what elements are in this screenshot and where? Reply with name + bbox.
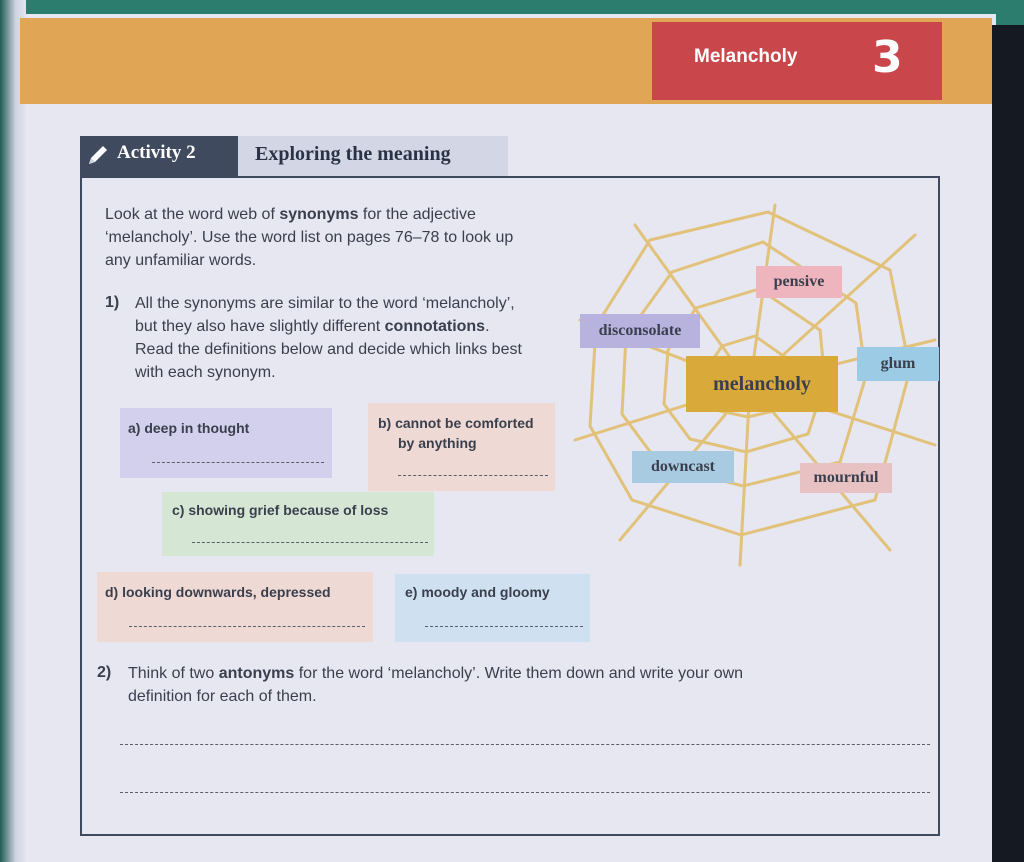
pencil-icon (86, 143, 110, 167)
definition-box-d (97, 572, 373, 642)
q1-text (135, 292, 522, 384)
q1-line-4: with each synonym. (135, 364, 276, 381)
activity-label: Activity 2 (117, 142, 196, 163)
answer-line-b[interactable] (398, 475, 548, 476)
q2-text (128, 662, 743, 708)
q1-line-1: All the synonyms are similar to the word ‘melancholy’, (135, 295, 515, 312)
answer-line-d[interactable] (129, 626, 365, 627)
definition-box-b (368, 403, 555, 491)
intro-line-3: any unfamiliar words. (105, 252, 257, 269)
synonym-glum: glum (857, 347, 939, 381)
definition-a-text: a) deep in thought (128, 420, 250, 436)
intro-line-1: Look at the word web of synonyms for the adjective (105, 206, 476, 223)
q2-line-1: Think of two antonyms for the word ‘melancholy’. Write them down and write your own (128, 665, 744, 682)
center-word-melancholy: melancholy (686, 356, 838, 412)
chapter-number: 3 (872, 32, 903, 83)
definition-c-text: c) showing grief because of loss (172, 502, 389, 518)
q1-line-2: but they also have slightly different connotations. (135, 318, 490, 335)
page-spine-edge (0, 0, 26, 862)
answer-line-a[interactable] (152, 462, 324, 463)
answer-line-c[interactable] (192, 542, 428, 543)
answer-line-e[interactable] (425, 626, 583, 627)
definition-d-text: d) looking downwards, depressed (105, 584, 331, 600)
activity-title: Exploring the meaning (255, 143, 451, 165)
synonym-disconsolate: disconsolate (580, 314, 700, 348)
definition-box-c (162, 492, 434, 556)
definition-b-text: b) cannot be comforted by anything (378, 415, 534, 451)
synonym-pensive: pensive (756, 266, 842, 298)
synonym-mournful: mournful (800, 463, 892, 493)
q2-line-2: definition for each of them. (128, 688, 317, 705)
answer-line-q2-1[interactable] (120, 744, 930, 745)
definition-box-a (120, 408, 332, 478)
table-surface (992, 25, 1024, 862)
definition-e-text: e) moody and gloomy (405, 584, 550, 600)
q2-number: 2) (97, 664, 112, 681)
intro-paragraph (105, 203, 513, 272)
synonym-downcast: downcast (632, 451, 734, 483)
definition-box-e (395, 574, 590, 642)
answer-line-q2-2[interactable] (120, 792, 930, 793)
q1-line-3: Read the definitions below and decide which links best (135, 341, 522, 358)
intro-line-2: ‘melancholy’. Use the word list on pages 76–78 to look up (105, 229, 514, 246)
q1-number: 1) (105, 294, 120, 311)
chapter-title: Melancholy (694, 46, 798, 67)
